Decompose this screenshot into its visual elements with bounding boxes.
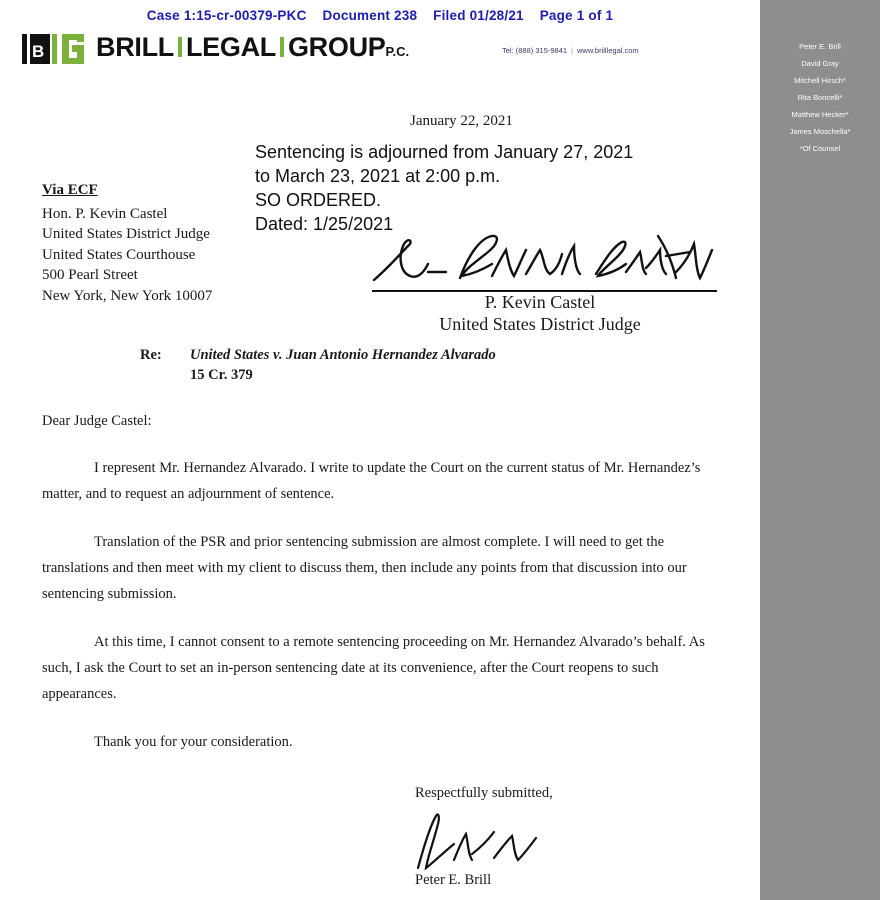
addressee-line: New York, New York 10007 <box>42 287 213 304</box>
salutation: Dear Judge Castel: <box>42 413 152 429</box>
firm-name-divider-2 <box>280 37 284 57</box>
firm-name-brill: BRILL <box>96 32 174 62</box>
judge-order-annotation <box>255 140 633 236</box>
addressee-line: 500 Pearl Street <box>42 267 138 283</box>
body-paragraph: I represent Mr. Hernandez Alvarado. I write to update the Court on the current status of Mr. Hernandez’s matter, and to request an adjournment of sentence. <box>42 460 701 502</box>
re-case-title: United States v. Juan Antonio Hernandez Alvarado <box>190 347 496 363</box>
attorney-name: James Moschella* <box>789 127 851 136</box>
letterhead <box>22 30 722 76</box>
firm-name-divider-1 <box>178 37 182 57</box>
firm-suffix: P.C. <box>385 44 410 59</box>
firm-phone: Tel: (888) 315-9841 <box>502 46 568 55</box>
order-line: SO ORDERED. <box>255 190 382 210</box>
order-line: to March 23, 2021 at 2:00 p.m. <box>255 166 501 186</box>
re-block <box>140 345 496 385</box>
addressee-block <box>42 180 212 306</box>
ecf-filing-stamp <box>0 8 760 23</box>
ecf-document-number: Document 238 <box>322 8 418 23</box>
attorney-name: Matthew Hecker* <box>791 110 849 119</box>
attorney-name: Mitchell Hirsch* <box>794 76 846 85</box>
attorney-name: David Gray <box>801 59 839 68</box>
letter-body <box>42 455 714 777</box>
judge-signature-icon <box>360 228 720 298</box>
order-line: Dated: 1/25/2021 <box>255 214 394 234</box>
body-paragraph: Thank you for your consideration. <box>94 734 293 750</box>
of-counsel-note: *Of Counsel <box>799 144 841 153</box>
judge-signature-name: P. Kevin Castel <box>484 292 596 312</box>
re-label: Re: <box>140 347 162 363</box>
body-paragraph: Translation of the PSR and prior sentencing submission are almost complete. I will need to get the translations and then meet with my client to discuss them, then include any points from that discussion into our sentencing submission. <box>42 534 687 602</box>
svg-text:B: B <box>32 42 45 61</box>
brill-legal-group-logo-icon <box>22 32 88 66</box>
firm-website[interactable]: www.brilllegal.com <box>577 46 639 55</box>
firm-contact-info: Tel: (888) 315-9841 | www.brilllegal.com <box>502 46 639 55</box>
attorney-signer-name: Peter E. Brill <box>415 872 492 888</box>
judge-signature-title: United States District Judge <box>439 314 641 334</box>
order-line: Sentencing is adjourned from January 27, 2021 <box>255 142 634 162</box>
addressee-line: Hon. P. Kevin Castel <box>42 205 168 222</box>
delivery-method: Via ECF <box>42 182 98 198</box>
attorney-name: Peter E. Brill <box>799 42 841 51</box>
attorney-name: Rita Boncelli* <box>797 93 843 102</box>
attorney-signature-icon <box>410 806 610 876</box>
letter-date: January 22, 2021 <box>410 113 513 129</box>
judge-signature-block <box>360 228 720 334</box>
attorney-list <box>760 38 880 157</box>
firm-name <box>96 32 409 63</box>
addressee-line: United States Courthouse <box>42 246 196 263</box>
addressee-line: United States District Judge <box>42 226 210 242</box>
body-paragraph: At this time, I cannot consent to a remote sentencing proceeding on Mr. Hernandez Alvarado’s behalf. As such, I ask the Court to set an in-person sentencing date at its convenience, after the Court reopens to such appearances. <box>42 634 705 702</box>
re-case-number: 15 Cr. 379 <box>190 367 253 383</box>
firm-name-group: GROUP <box>287 32 386 62</box>
ecf-page-number: Page 1 of 1 <box>539 8 614 23</box>
ecf-filed-date: Filed 01/28/21 <box>433 8 524 23</box>
closing-line: Respectfully submitted, <box>415 785 553 801</box>
ecf-case-number: Case 1:15-cr-00379-PKC <box>146 8 307 23</box>
firm-name-legal: LEGAL <box>185 32 276 62</box>
